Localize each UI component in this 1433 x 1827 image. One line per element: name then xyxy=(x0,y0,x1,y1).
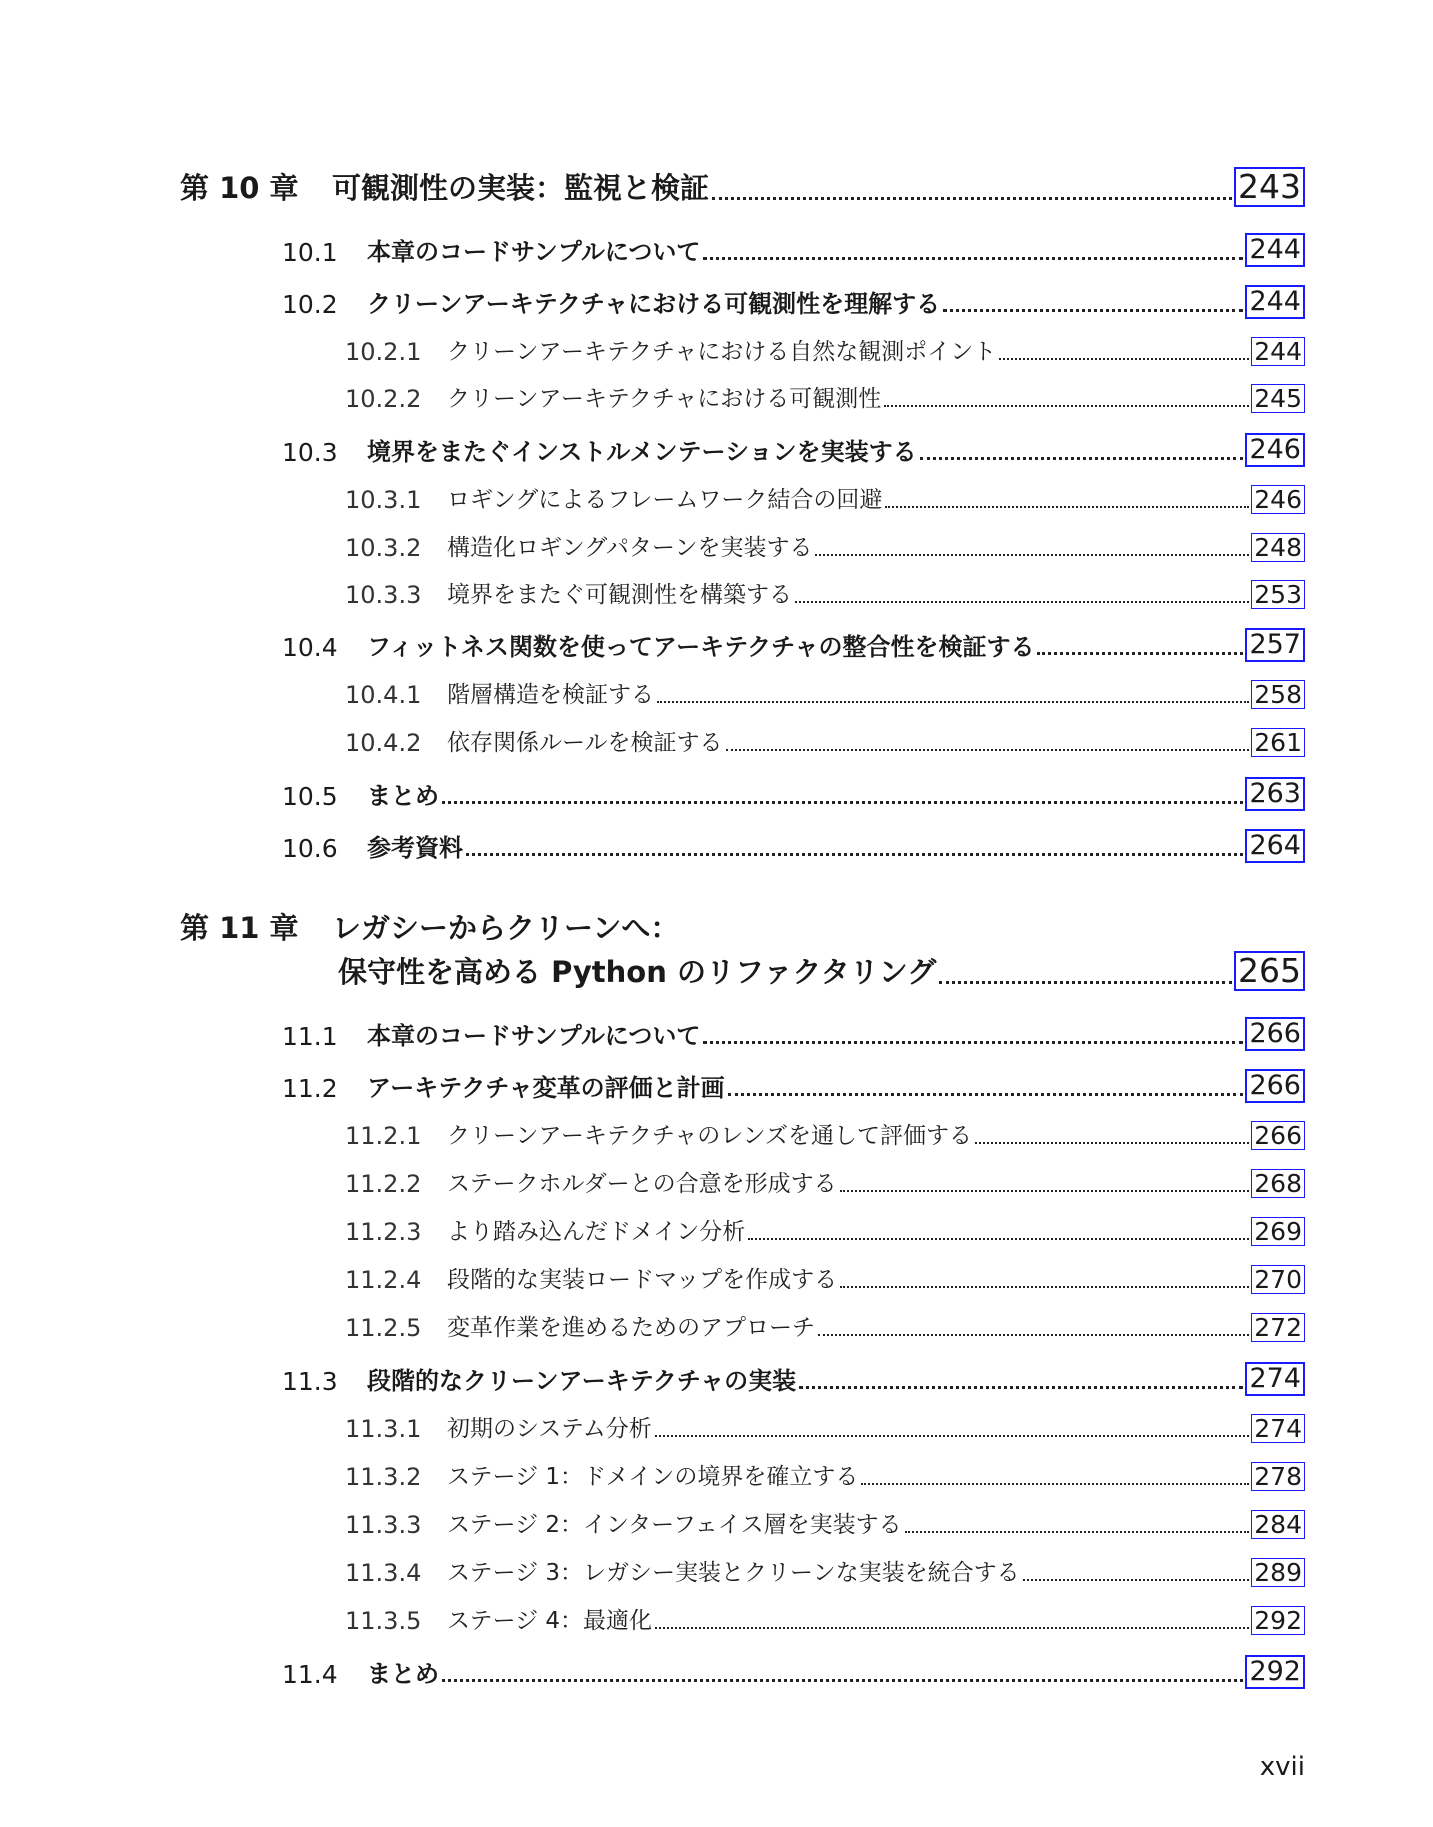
dot-leader xyxy=(748,1238,1249,1240)
subsection-number: 11.3.3 xyxy=(345,1511,422,1539)
subsection-number: 11.2.3 xyxy=(345,1218,422,1246)
dot-leader xyxy=(799,1386,1243,1389)
section-title: 参考資料 xyxy=(367,834,463,862)
toc-subsection[interactable] xyxy=(345,1602,1305,1635)
chapter-title-line1: レガシーからクリーンへ： xyxy=(332,911,680,945)
toc-section[interactable] xyxy=(282,1068,1305,1103)
dot-leader xyxy=(712,197,1232,200)
dot-leader xyxy=(943,309,1243,312)
subsection-number: 11.3.1 xyxy=(345,1415,422,1443)
dot-leader xyxy=(975,1142,1249,1144)
page-link[interactable]: 243 xyxy=(1234,167,1305,207)
subsection-number: 11.2.2 xyxy=(345,1170,422,1198)
chapter-title-line2: 保守性を高める Python のリファクタリング xyxy=(338,955,937,989)
toc-subsection[interactable] xyxy=(345,1506,1305,1539)
subsection-title: 境界をまたぐ可観測性を構築する xyxy=(447,582,792,608)
page-link[interactable]: 263 xyxy=(1245,777,1305,811)
chapter-title: 可観測性の実装：監視と検証 xyxy=(332,171,710,205)
subsection-number: 11.3.2 xyxy=(345,1463,422,1491)
dot-leader xyxy=(861,1483,1249,1485)
dot-leader xyxy=(655,1435,1250,1437)
subsection-title: 依存関係ルールを検証する xyxy=(447,730,723,756)
page-link[interactable]: 245 xyxy=(1251,384,1305,414)
page-link[interactable]: 266 xyxy=(1245,1017,1305,1051)
chapter-entry[interactable] xyxy=(180,906,1305,947)
toc-subsection[interactable] xyxy=(345,333,1305,366)
page-link[interactable]: 284 xyxy=(1251,1510,1305,1540)
section-title: 段階的なクリーンアーキテクチャの実装 xyxy=(367,1367,797,1395)
page-link[interactable]: 266 xyxy=(1251,1121,1305,1151)
page-link[interactable]: 274 xyxy=(1245,1362,1305,1396)
subsection-number: 10.4.1 xyxy=(345,681,422,709)
page-link[interactable]: 270 xyxy=(1251,1265,1305,1295)
section-number: 11.3 xyxy=(282,1367,338,1396)
subsection-number: 11.2.5 xyxy=(345,1314,422,1342)
section-number: 11.2 xyxy=(282,1074,338,1103)
page-link[interactable]: 292 xyxy=(1245,1655,1305,1689)
section-number: 10.5 xyxy=(282,782,338,811)
toc-subsection[interactable] xyxy=(345,1554,1305,1587)
subsection-number: 11.3.5 xyxy=(345,1607,422,1635)
toc-section[interactable] xyxy=(282,432,1305,467)
section-title: 本章のコードサンプルについて xyxy=(367,238,701,266)
section-title: 境界をまたぐインストルメンテーションを実装する xyxy=(367,438,917,466)
page-link[interactable]: 265 xyxy=(1234,951,1305,991)
page-number: xvii xyxy=(1259,1752,1305,1782)
toc-section[interactable] xyxy=(282,776,1305,811)
subsection-title: 階層構造を検証する xyxy=(447,682,654,708)
subsection-title: 構造化ロギングパターンを実装する xyxy=(447,535,813,561)
toc-section[interactable] xyxy=(282,232,1305,267)
page-link[interactable]: 258 xyxy=(1251,680,1305,710)
page-link[interactable]: 253 xyxy=(1251,580,1305,610)
section-number: 10.1 xyxy=(282,238,338,267)
dot-leader xyxy=(1023,1579,1250,1581)
dot-leader xyxy=(703,1041,1243,1044)
dot-leader xyxy=(999,358,1249,360)
dot-leader xyxy=(885,506,1249,508)
dot-leader xyxy=(939,981,1232,984)
toc-subsection[interactable] xyxy=(345,1261,1305,1294)
chapter-entry[interactable] xyxy=(180,166,1305,207)
subsection-title: ステークホルダーとの合意を形成する xyxy=(447,1171,837,1197)
dot-leader xyxy=(840,1190,1250,1192)
section-title: 本章のコードサンプルについて xyxy=(367,1022,701,1050)
toc-subsection[interactable] xyxy=(345,676,1305,709)
dot-leader xyxy=(442,1679,1243,1682)
section-title: まとめ xyxy=(367,1660,439,1688)
page-link[interactable]: 261 xyxy=(1251,728,1305,758)
page-link[interactable]: 274 xyxy=(1251,1414,1305,1444)
dot-leader xyxy=(655,1627,1249,1629)
subsection-number: 10.2.2 xyxy=(345,385,422,413)
toc-subsection[interactable] xyxy=(345,529,1305,562)
subsection-number: 11.3.4 xyxy=(345,1559,422,1587)
page-link[interactable]: 272 xyxy=(1251,1313,1305,1343)
toc-section[interactable] xyxy=(282,1016,1305,1051)
subsection-title: クリーンアーキテクチャにおける自然な観測ポイント xyxy=(447,339,997,365)
toc-section[interactable] xyxy=(282,1361,1305,1396)
page-link[interactable]: 264 xyxy=(1245,829,1305,863)
subsection-title: ロギングによるフレームワーク結合の回避 xyxy=(447,487,883,513)
page-link[interactable]: 246 xyxy=(1245,433,1305,467)
subsection-number: 10.3.1 xyxy=(345,486,422,514)
dot-leader xyxy=(840,1286,1249,1288)
subsection-title: ステージ 4：最適化 xyxy=(447,1608,653,1634)
subsection-title: ステージ 1：ドメインの境界を確立する xyxy=(447,1464,859,1490)
section-number: 10.3 xyxy=(282,438,338,467)
section-number: 10.4 xyxy=(282,633,338,662)
toc-subsection[interactable] xyxy=(345,1458,1305,1491)
toc-section[interactable] xyxy=(282,1654,1305,1689)
subsection-title: ステージ 2：インターフェイス層を実装する xyxy=(447,1512,902,1538)
page-link[interactable]: 269 xyxy=(1251,1217,1305,1247)
chapter-number: 第 11 章 xyxy=(180,911,299,945)
chapter-entry-continued[interactable] xyxy=(180,950,1305,991)
section-number: 11.1 xyxy=(282,1022,338,1051)
dot-leader xyxy=(726,749,1250,751)
toc-subsection[interactable] xyxy=(345,481,1305,514)
toc-subsection[interactable] xyxy=(345,1213,1305,1246)
section-number: 11.4 xyxy=(282,1660,338,1689)
dot-leader xyxy=(905,1531,1250,1533)
section-title: まとめ xyxy=(367,782,439,810)
toc-subsection[interactable] xyxy=(345,1117,1305,1150)
page-link[interactable]: 244 xyxy=(1245,285,1305,319)
chapter-number: 第 10 章 xyxy=(180,171,299,205)
section-title: フィットネス関数を使ってアーキテクチャの整合性を検証する xyxy=(367,633,1035,661)
dot-leader xyxy=(466,853,1243,856)
subsection-number: 10.3.2 xyxy=(345,534,422,562)
subsection-title: クリーンアーキテクチャのレンズを通して評価する xyxy=(447,1123,972,1149)
subsection-title: 初期のシステム分析 xyxy=(447,1416,652,1442)
dot-leader xyxy=(442,801,1243,804)
dot-leader xyxy=(703,257,1243,260)
dot-leader xyxy=(884,405,1249,407)
toc-subsection[interactable] xyxy=(345,1309,1305,1342)
subsection-number: 10.4.2 xyxy=(345,729,422,757)
toc-section[interactable] xyxy=(282,627,1305,662)
page-link[interactable]: 257 xyxy=(1245,628,1305,662)
dot-leader xyxy=(1037,652,1243,655)
page-link[interactable]: 248 xyxy=(1251,533,1305,563)
subsection-title: 変革作業を進めるためのアプローチ xyxy=(447,1315,815,1341)
subsection-number: 10.2.1 xyxy=(345,338,422,366)
page-link[interactable]: 246 xyxy=(1251,485,1305,515)
page-link[interactable]: 292 xyxy=(1251,1606,1305,1636)
dot-leader xyxy=(815,554,1249,556)
dot-leader xyxy=(795,601,1249,603)
page-link[interactable]: 278 xyxy=(1251,1462,1305,1492)
subsection-title: より踏み込んだドメイン分析 xyxy=(447,1219,746,1245)
toc-subsection[interactable] xyxy=(345,1410,1305,1443)
section-number: 10.2 xyxy=(282,290,338,319)
subsection-title: ステージ 3：レガシー実装とクリーンな実装を統合する xyxy=(447,1560,1020,1586)
subsection-number: 10.3.3 xyxy=(345,581,422,609)
page-link[interactable]: 268 xyxy=(1251,1169,1305,1199)
page-link[interactable]: 266 xyxy=(1245,1069,1305,1103)
toc-section[interactable] xyxy=(282,284,1305,319)
section-title: アーキテクチャ変革の評価と計画 xyxy=(367,1074,725,1102)
toc-section[interactable] xyxy=(282,828,1305,863)
section-title: クリーンアーキテクチャにおける可観測性を理解する xyxy=(367,290,941,318)
toc-subsection[interactable] xyxy=(345,1165,1305,1198)
subsection-title: クリーンアーキテクチャにおける可観測性 xyxy=(447,386,882,412)
page-link[interactable]: 244 xyxy=(1251,337,1305,367)
toc-subsection[interactable] xyxy=(345,724,1305,757)
section-number: 10.6 xyxy=(282,834,338,863)
toc-subsection[interactable] xyxy=(345,576,1305,609)
dot-leader xyxy=(818,1334,1249,1336)
toc-subsection[interactable] xyxy=(345,380,1305,413)
dot-leader xyxy=(728,1093,1244,1096)
page-link[interactable]: 289 xyxy=(1251,1558,1305,1588)
subsection-number: 11.2.1 xyxy=(345,1122,422,1150)
dot-leader xyxy=(920,457,1244,460)
subsection-number: 11.2.4 xyxy=(345,1266,422,1294)
page-link[interactable]: 244 xyxy=(1245,233,1305,267)
subsection-title: 段階的な実装ロードマップを作成する xyxy=(447,1267,838,1293)
dot-leader xyxy=(657,701,1249,703)
